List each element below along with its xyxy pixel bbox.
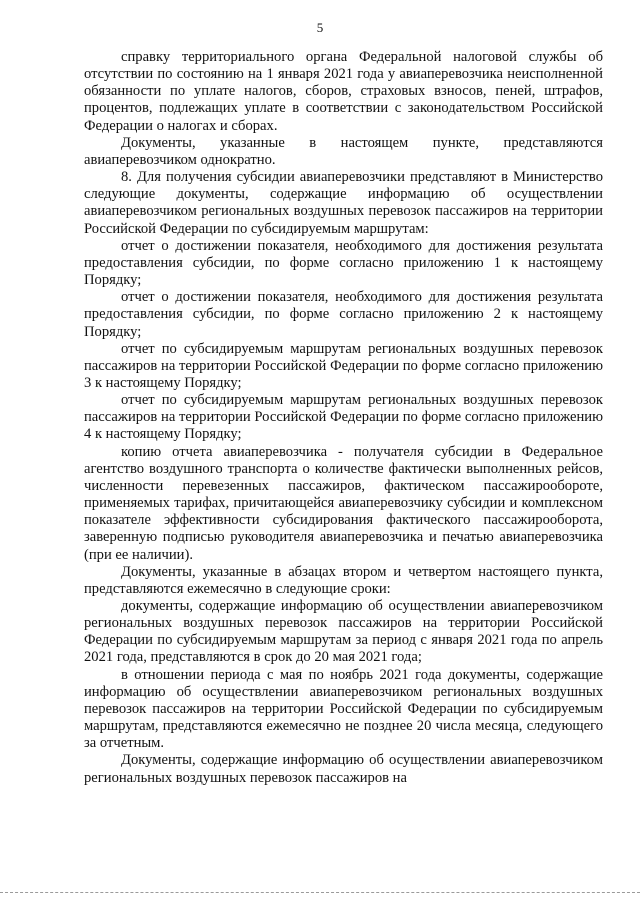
paragraph-report-appendix-3: отчет по субсидируемым маршрутам региональных воздушных перевозок пассажиров на территории Российской Федерации по форме согласно приложению 3 к настоящему Порядку; — [84, 340, 603, 391]
paragraph-deadline-may-november: в отношении периода с мая по ноябрь 2021 года документы, содержащие информацию об осуществлении авиаперевозчиком региональных воздушных перевозок пассажиров на территории Российской Федерации по субсидируемым маршрутам, представляются ежемесячно не позднее 20 числа месяца, следующего за отчетным. — [84, 666, 603, 752]
paragraph-deadline-january-april: документы, содержащие информацию об осуществлении авиаперевозчиком региональных воздушных перевозок пассажиров на территории Российской Федерации по субсидируемым маршрутам за период с января 2021 года по апрель 2021 года, представляются в срок до 20 мая 2021 года; — [84, 598, 603, 666]
paragraph-report-appendix-2: отчет о достижении показателя, необходимого для достижения результата предоставления субсидии, по форме согласно приложению 2 к настоящему Порядку; — [84, 289, 603, 340]
paragraph-report-copy: копию отчета авиаперевозчика - получателя субсидии в Федеральное агентство воздушного транспорта о количестве фактически выполненных рейсов, численности перевезенных пассажиров, фактическом пассажирообороте, применяемых тарифах, причитающейся авиаперевозчику субсидии и комплексном показателе эффективности субсидирования фактического пассажирооборота, заверенную подписью руководителя авиаперевозчика и печатью авиаперевозчика (при ее наличии). — [84, 443, 603, 563]
paragraph-tax-certificate: справку территориального органа Федеральной налоговой службы об отсутствии по состоянию на 1 января 2021 года у авиаперевозчика неисполненной обязанности по уплате налогов, сборов, страховых взносов, пеней, штрафов, процентов, подлежащих уплате в соответствии с законодательством Российской Федерации о налогах и сборах. — [84, 49, 603, 134]
paragraph-documents-once: Документы, указанные в настоящем пункте, представляются авиаперевозчиком однократно. — [84, 134, 603, 168]
page-number: 5 — [316, 20, 324, 35]
document-body — [84, 49, 603, 787]
paragraph-item-8: 8. Для получения субсидии авиаперевозчики представляют в Министерство следующие документы, содержащие информацию об осуществлении авиаперевозчиком региональных воздушных перевозок пассажиров на территории Российской Федерации по субсидируемым маршрутам: — [84, 169, 603, 237]
paragraph-deadlines-intro: Документы, указанные в абзацах втором и четвертом настоящего пункта, представляются ежемесячно в следующие сроки: — [84, 563, 603, 597]
paragraph-report-appendix-1: отчет о достижении показателя, необходимого для достижения результата предоставления субсидии, по форме согласно приложению 1 к настоящему Порядку; — [84, 237, 603, 289]
paragraph-documents-continued: Документы, содержащие информацию об осуществлении авиаперевозчиком региональных воздушных перевозок пассажиров на — [84, 752, 603, 786]
page-bottom-divider — [0, 892, 640, 893]
paragraph-report-appendix-4: отчет по субсидируемым маршрутам региональных воздушных перевозок пассажиров на территории Российской Федерации по форме согласно приложению 4 к настоящему Порядку; — [84, 392, 603, 443]
